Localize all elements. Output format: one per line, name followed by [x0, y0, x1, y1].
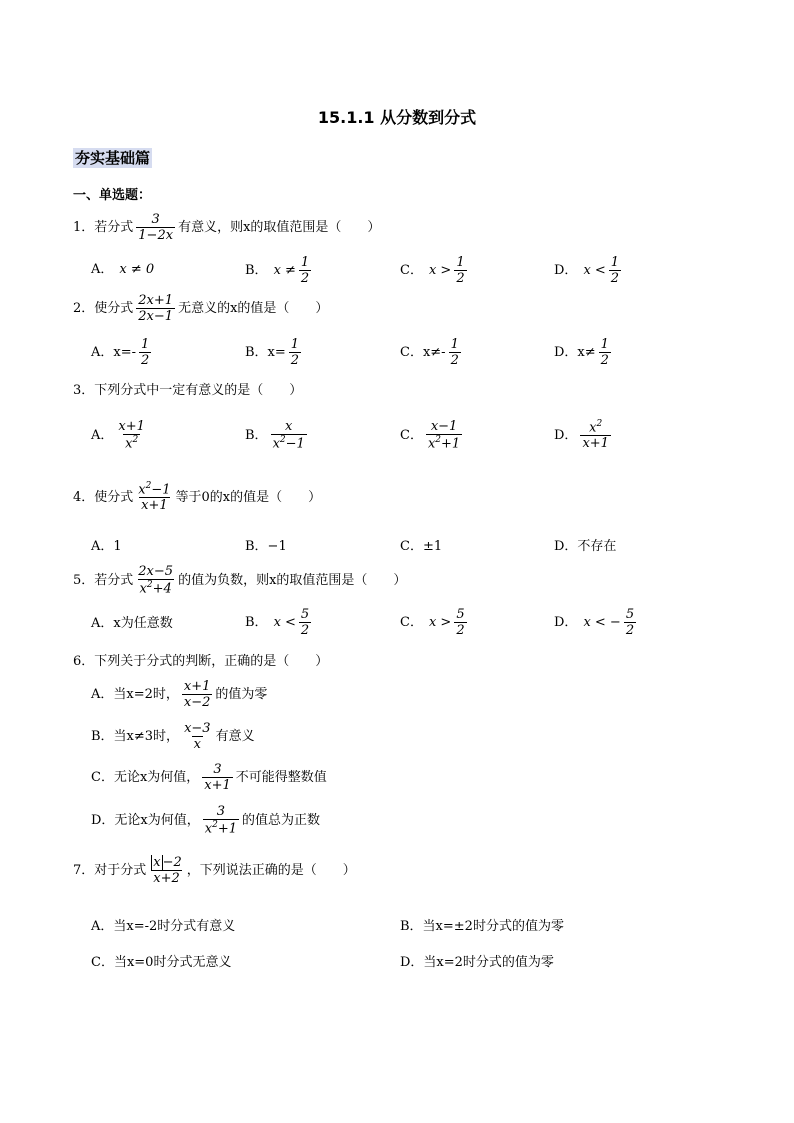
question-4-stem: 4．使分式 $\frac{x^2-1}{x+1}$ 等于0的x的值是（ ）: [73, 481, 322, 513]
question-7-stem: 7．对于分式 $\frac{x -2}{x+2}$ ，下列说法正确的是（ ）: [73, 855, 356, 886]
question-2-stem: 2．使分式 $\frac{2x+1}{2x-1}$ 无意义的x的值是（ ）: [73, 293, 329, 324]
q4-option-c: C．±1: [400, 539, 443, 554]
q6-option-c: C．无论x为何值， $\frac{3}{x+1}$ 不可能得整数值: [91, 762, 327, 793]
page-title: 15.1.1 从分数到分式: [317, 108, 477, 127]
question-1-stem: 1．若分式 $\frac{3}{1-2x}$ 有意义，则x的取值范围是（ ）: [73, 212, 381, 243]
q2-option-b: B．x= $\frac{1}{2}$: [245, 337, 300, 368]
question-6-stem: 6．下列关于分式的判断，正确的是（ ）: [73, 654, 329, 669]
q5-option-d: D． x < − $\frac{5}{2}$: [554, 607, 635, 638]
q7-option-c: C．当x=0时分式无意义: [91, 955, 232, 970]
q1-option-a: A． x ≠ 0: [91, 262, 155, 277]
q6-option-a: A．当x=2时， $\frac{x+1}{x-2}$ 的值为零: [91, 679, 268, 710]
part-heading: 一、单选题：: [73, 188, 152, 203]
q5-option-b: B． x < $\frac{5}{2}$: [245, 607, 310, 638]
q4-option-a: A．1: [91, 539, 122, 554]
q2-option-c: C．x≠- $\frac{1}{2}$: [400, 337, 459, 368]
q4-option-d: D．不存在: [554, 539, 617, 554]
q3-option-d: D． $\frac{x^2}{x+1}$: [554, 419, 609, 451]
section-banner: 夯实基础篇: [75, 149, 151, 167]
q1-option-b: B． x ≠ $\frac{1}{2}$: [245, 255, 310, 286]
q5-option-a: A．x为任意数: [91, 616, 173, 631]
q3-option-b: B． $\frac{x}{x^2-1}$: [245, 419, 305, 451]
q1-fraction: $\frac{3}{1-2x}$: [138, 212, 174, 243]
question-3-stem: 3．下列分式中一定有意义的是（ ）: [73, 383, 303, 398]
q5-option-c: C． x > $\frac{5}{2}$: [400, 607, 465, 638]
q3-option-c: C． $\frac{x-1}{x^2+1}$: [400, 419, 461, 451]
q2-option-a: A．x=- $\frac{1}{2}$: [91, 337, 150, 368]
q7-option-d: D．当x=2时分式的值为零: [400, 955, 554, 970]
q2-option-d: D．x≠ $\frac{1}{2}$: [554, 337, 609, 368]
question-5-stem: 5．若分式 $\frac{2x-5}{x^2+4}$ 的值为负数，则x的取值范围是（ ）: [73, 564, 407, 596]
q7-option-a: A．当x=-2时分式有意义: [91, 919, 236, 934]
q6-option-b: B．当x≠3时， $\frac{x-3}{x}$ 有意义: [91, 721, 255, 752]
q7-option-b: B．当x=±2时分式的值为零: [400, 919, 564, 934]
q1-option-c: C． x > $\frac{1}{2}$: [400, 255, 465, 286]
q4-option-b: B．−1: [245, 539, 287, 554]
q6-option-d: D．无论x为何值， $\frac{3}{x^2+1}$ 的值总为正数: [91, 804, 321, 836]
q1-option-d: D． x < $\frac{1}{2}$: [554, 255, 620, 286]
q3-option-a: A． $\frac{x+1}{x^2}$: [91, 419, 145, 451]
